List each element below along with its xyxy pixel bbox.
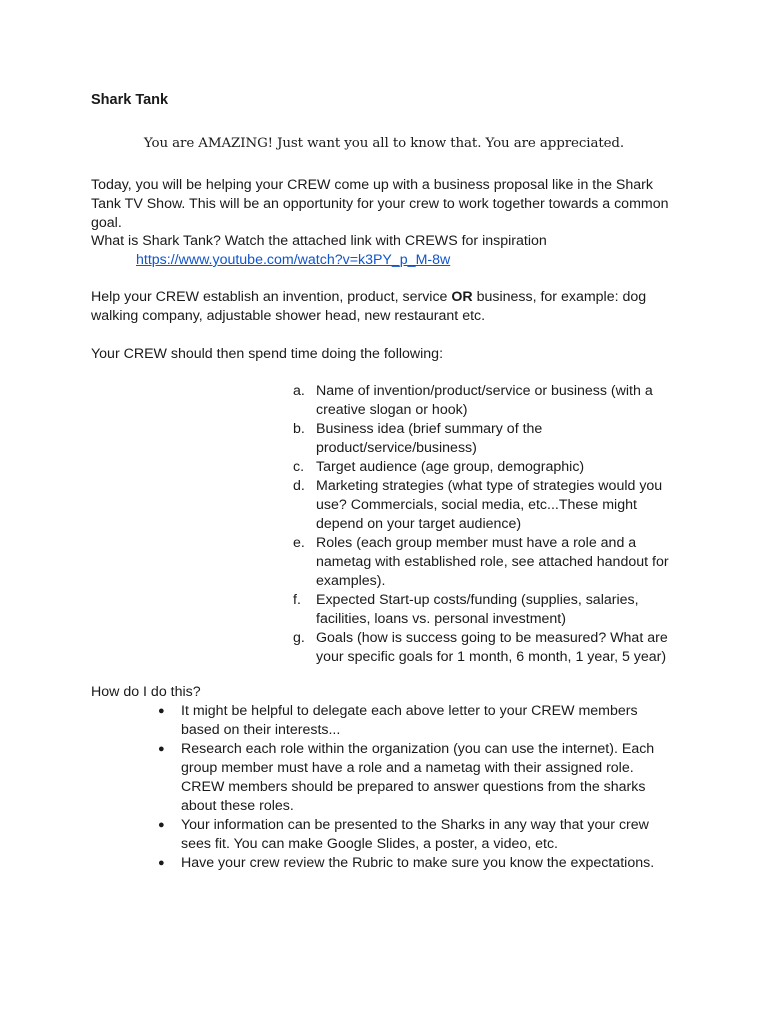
list-item (290, 591, 670, 629)
list-item-text: Name of invention/product/service or business (with a creative slogan or hook) (316, 383, 653, 418)
tips-list (158, 702, 678, 873)
intro-paragraph: Today, you will be helping your CREW come up with a business proposal like in the Shark Tank TV Show. This will be an opportunity for your crew to work together towards a common goal. (91, 177, 669, 231)
list-item-text: Expected Start-up costs/funding (supplies, salaries, facilities, loans vs. personal investment) (316, 592, 639, 627)
list-item (290, 420, 670, 458)
list-marker: f. (293, 592, 301, 608)
list-item (290, 477, 670, 534)
list-item (158, 740, 678, 816)
help-text-before: Help your CREW establish an invention, product, service (91, 289, 452, 305)
bullet-icon: ● (158, 743, 165, 755)
list-marker: e. (293, 535, 305, 551)
list-item (290, 534, 670, 591)
list-item-text: Roles (each group member must have a role and a nametag with established role, see attached handout for examples). (316, 535, 669, 589)
how-do-heading: How do I do this? (91, 684, 201, 700)
bullet-icon: ● (158, 705, 165, 717)
list-item-text: Your information can be presented to the Sharks in any way that your crew sees fit. You can make Google Slides, a poster, a video, etc. (181, 817, 649, 852)
help-paragraph (91, 288, 651, 326)
list-item (158, 702, 678, 740)
tagline: You are AMAZING! Just want you all to know that. You are appreciated. (143, 136, 625, 151)
youtube-link[interactable]: https://www.youtube.com/watch?v=k3PY_p_M-8w (136, 252, 451, 268)
help-text-bold: OR (451, 289, 473, 305)
list-item (158, 854, 678, 873)
list-item (290, 382, 670, 420)
list-item-text: Business idea (brief summary of the product/service/business) (316, 421, 543, 456)
steps-list (290, 382, 670, 667)
list-marker: c. (293, 459, 305, 475)
list-item (290, 629, 670, 667)
what-is-paragraph: What is Shark Tank? Watch the attached link with CREWS for inspiration (91, 233, 547, 249)
list-item (158, 816, 678, 854)
list-marker: b. (293, 421, 305, 437)
list-marker: a. (293, 383, 305, 399)
help-text-after: business, for example: dog walking company, adjustable shower head, new restaurant etc. (91, 289, 647, 324)
list-marker: g. (293, 630, 305, 646)
bullet-icon: ● (158, 857, 165, 869)
list-item-text: Target audience (age group, demographic) (316, 459, 585, 475)
list-item-text: Marketing strategies (what type of strategies would you use? Commercials, social media, etc...These might depend on your target audience) (316, 478, 663, 532)
list-item-text: Have your crew review the Rubric to make sure you know the expectations. (181, 855, 655, 871)
list-item (290, 458, 670, 477)
crew-instructions: Your CREW should then spend time doing the following: (91, 346, 444, 362)
list-item-text: Goals (how is success going to be measured? What are your specific goals for 1 month, 6 month, 1 year, 5 year) (316, 630, 668, 665)
list-item-text: It might be helpful to delegate each above letter to your CREW members based on their interests... (181, 703, 638, 738)
bullet-icon: ● (158, 819, 165, 831)
list-marker: d. (293, 478, 305, 494)
page-title: Shark Tank (91, 92, 169, 108)
list-item-text: Research each role within the organization (you can use the internet). Each group member must have a role and a nametag with their assigned role. CREW members should be prepared to answer questions from the sharks about these roles. (181, 741, 655, 814)
